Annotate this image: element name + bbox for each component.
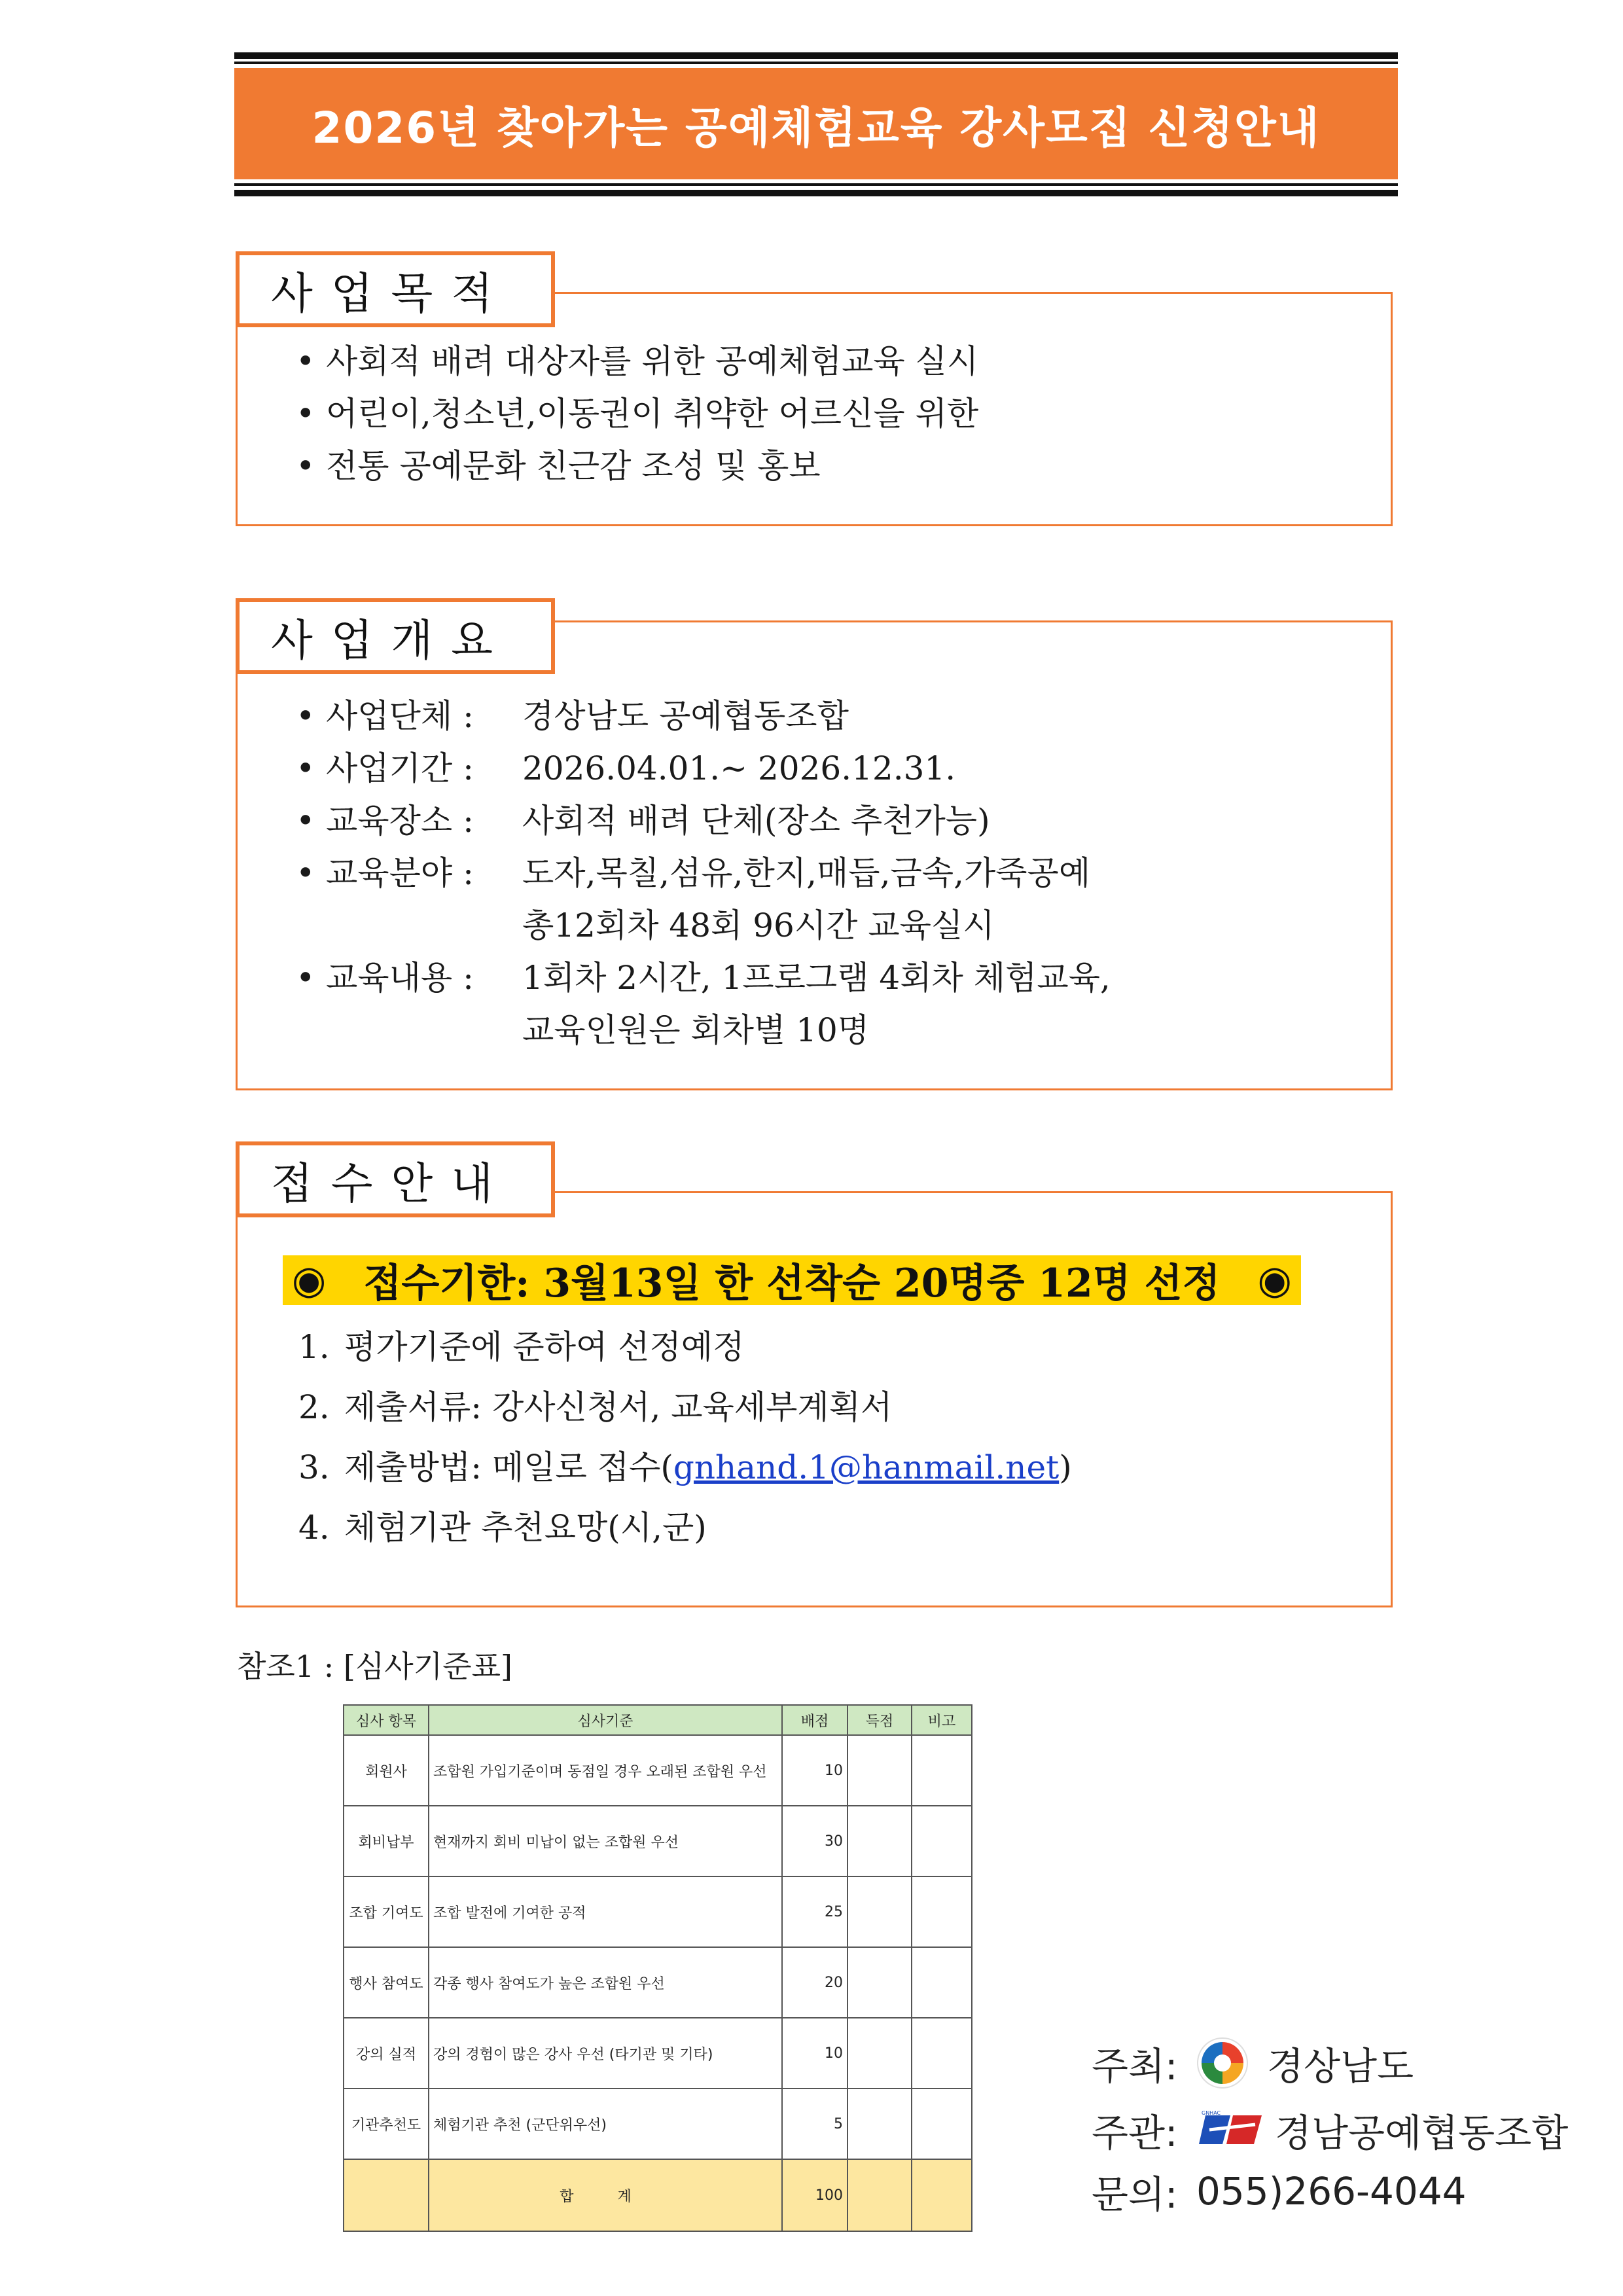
table-cell: 20	[782, 1947, 847, 2018]
table-cell: 합 계	[429, 2159, 782, 2231]
table-cell: 조합원 가입기준이며 동점일 경우 오래된 조합원 우선	[429, 1735, 782, 1806]
organizer-label: 주관:	[1092, 2111, 1178, 2155]
purpose-section-heading: 사업목적	[236, 251, 555, 327]
table-cell[interactable]	[847, 2159, 912, 2231]
reception-section-heading: 접수안내	[236, 1141, 555, 1217]
contact-label: 문의:	[1092, 2172, 1178, 2217]
table-cell[interactable]	[847, 1876, 912, 1947]
craft-cooperative-logo-icon	[1196, 2110, 1264, 2149]
bullet-icon: •	[296, 342, 315, 380]
table-row	[344, 1947, 972, 2018]
bullet-icon: •	[296, 447, 315, 485]
table-row	[344, 1735, 972, 1806]
table-row	[344, 1876, 972, 1947]
list-item: • 교육분야 : 도자,목칠,섬유,한지,매듭,금속,가죽공예	[296, 847, 1111, 899]
deadline-highlight	[283, 1255, 1301, 1305]
reception-list	[298, 1317, 1072, 1558]
svg-text:GNHAC: GNHAC	[1202, 2110, 1221, 2116]
overview-list	[296, 690, 1111, 1056]
column-header: 배점	[782, 1705, 847, 1735]
list-item: 2. 제출서류: 강사신청서, 교육세부계획서	[298, 1388, 893, 1426]
table-cell[interactable]	[847, 1806, 912, 1876]
title-bottom-rule-thick	[234, 190, 1398, 196]
table-cell[interactable]	[847, 1735, 912, 1806]
table-cell: 회원사	[344, 1735, 429, 1806]
bullet-icon: •	[296, 959, 315, 997]
contact-line	[1092, 2164, 1467, 2219]
list-item: • 사업기간 : 2026.04.01.~ 2026.12.31.	[296, 742, 1111, 795]
table-cell: 현재까지 회비 미납이 없는 조합원 우선	[429, 1806, 782, 1876]
title-top-rule-thick	[234, 52, 1398, 59]
host-line	[1092, 2036, 1414, 2090]
deadline-text: 접수기한: 3월13일 한 선착순 20명중 12명 선정	[363, 1261, 1221, 1306]
table-cell: 회비납부	[344, 1806, 429, 1876]
table-cell[interactable]	[912, 1876, 972, 1947]
table-cell: 강의 실적	[344, 2018, 429, 2089]
bullet-icon: •	[296, 854, 315, 892]
column-header: 심사기준	[429, 1705, 782, 1735]
bullet-icon: •	[296, 395, 315, 433]
table-row	[344, 1806, 972, 1876]
table-cell[interactable]	[912, 2089, 972, 2159]
host-label: 주최:	[1092, 2044, 1178, 2089]
table-cell: 10	[782, 2018, 847, 2089]
table-cell: 조합 기여도	[344, 1876, 429, 1947]
table-cell[interactable]	[912, 2159, 972, 2231]
title-banner	[234, 68, 1398, 179]
table-cell[interactable]	[847, 1947, 912, 2018]
table-cell[interactable]	[847, 2018, 912, 2089]
list-item: • 어린이,청소년,이동권이 취약한 어르신을 위한	[296, 387, 978, 440]
table-cell: 25	[782, 1876, 847, 1947]
list-item: 1. 평가기준에 준하여 선정예정	[298, 1328, 745, 1366]
bullet-icon: •	[296, 697, 315, 735]
table-header-row	[344, 1705, 972, 1735]
table-row	[344, 2089, 972, 2159]
list-item: • 전통 공예문화 친근감 조성 및 홍보	[296, 440, 978, 492]
list-item-continuation: 교육인원은 회차별 10명	[522, 1011, 870, 1049]
contact-phone: 055)266-4044	[1196, 2169, 1467, 2214]
host-name: 경상남도	[1267, 2044, 1414, 2089]
table-cell: 기관추천도	[344, 2089, 429, 2159]
table-cell: 10	[782, 1735, 847, 1806]
table-total-row	[344, 2159, 972, 2231]
table-cell[interactable]	[912, 1735, 972, 1806]
gyeongnam-logo-icon	[1196, 2037, 1249, 2089]
purpose-list	[296, 335, 978, 492]
bullet-icon: •	[296, 802, 315, 840]
column-header: 득점	[847, 1705, 912, 1735]
table-cell[interactable]	[847, 2089, 912, 2159]
table-cell: 100	[782, 2159, 847, 2231]
reference-caption: 참조1 : [심사기준표]	[237, 1649, 512, 1684]
title-bottom-rule-thin	[234, 183, 1398, 186]
table-cell	[344, 2159, 429, 2231]
list-item: • 사회적 배려 대상자를 위한 공예체험교육 실시	[296, 335, 978, 387]
table-cell: 조합 발전에 기여한 공적	[429, 1876, 782, 1947]
title-top-rule-thin	[234, 62, 1398, 64]
page-title: 2026년 찾아가는 공예체험교육 강사모집 신청안내	[312, 102, 1321, 153]
table-cell[interactable]	[912, 1806, 972, 1876]
list-item: • 교육장소 : 사회적 배려 단체(장소 추천가능)	[296, 795, 1111, 847]
scoring-table	[343, 1704, 972, 2232]
email-link[interactable]: gnhand.1@hanmail.net	[673, 1448, 1060, 1486]
table-cell: 강의 경험이 많은 강사 우선 (타기관 및 기타)	[429, 2018, 782, 2089]
list-item: • 사업단체 : 경상남도 공예협동조합	[296, 690, 1111, 742]
bullet-icon: •	[296, 749, 315, 787]
list-item: 4. 체험기관 추천요망(시,군)	[298, 1509, 707, 1547]
column-header: 심사 항목	[344, 1705, 429, 1735]
list-item-continuation: 총12회차 48회 96시간 교육실시	[522, 906, 995, 944]
table-row	[344, 2018, 972, 2089]
table-cell[interactable]	[912, 1947, 972, 2018]
column-header: 비고	[912, 1705, 972, 1735]
target-icon: ◉	[292, 1257, 327, 1303]
table-cell: 행사 참여도	[344, 1947, 429, 2018]
table-cell: 30	[782, 1806, 847, 1876]
table-cell: 5	[782, 2089, 847, 2159]
organizer-line	[1092, 2102, 1568, 2157]
table-cell[interactable]	[912, 2018, 972, 2089]
list-item: • 교육내용 : 1회차 2시간, 1프로그램 4회차 체험교육,	[296, 952, 1111, 1004]
table-cell: 각종 행사 참여도가 높은 조합원 우선	[429, 1947, 782, 2018]
list-item: 3. 제출방법: 메일로 접수(gnhand.1@hanmail.net)	[298, 1448, 1072, 1486]
overview-section-heading: 사업개요	[236, 598, 555, 674]
organizer-name: 경남공예협동조합	[1275, 2111, 1569, 2155]
target-icon: ◉	[1257, 1257, 1292, 1303]
table-cell: 체험기관 추천 (군단위우선)	[429, 2089, 782, 2159]
